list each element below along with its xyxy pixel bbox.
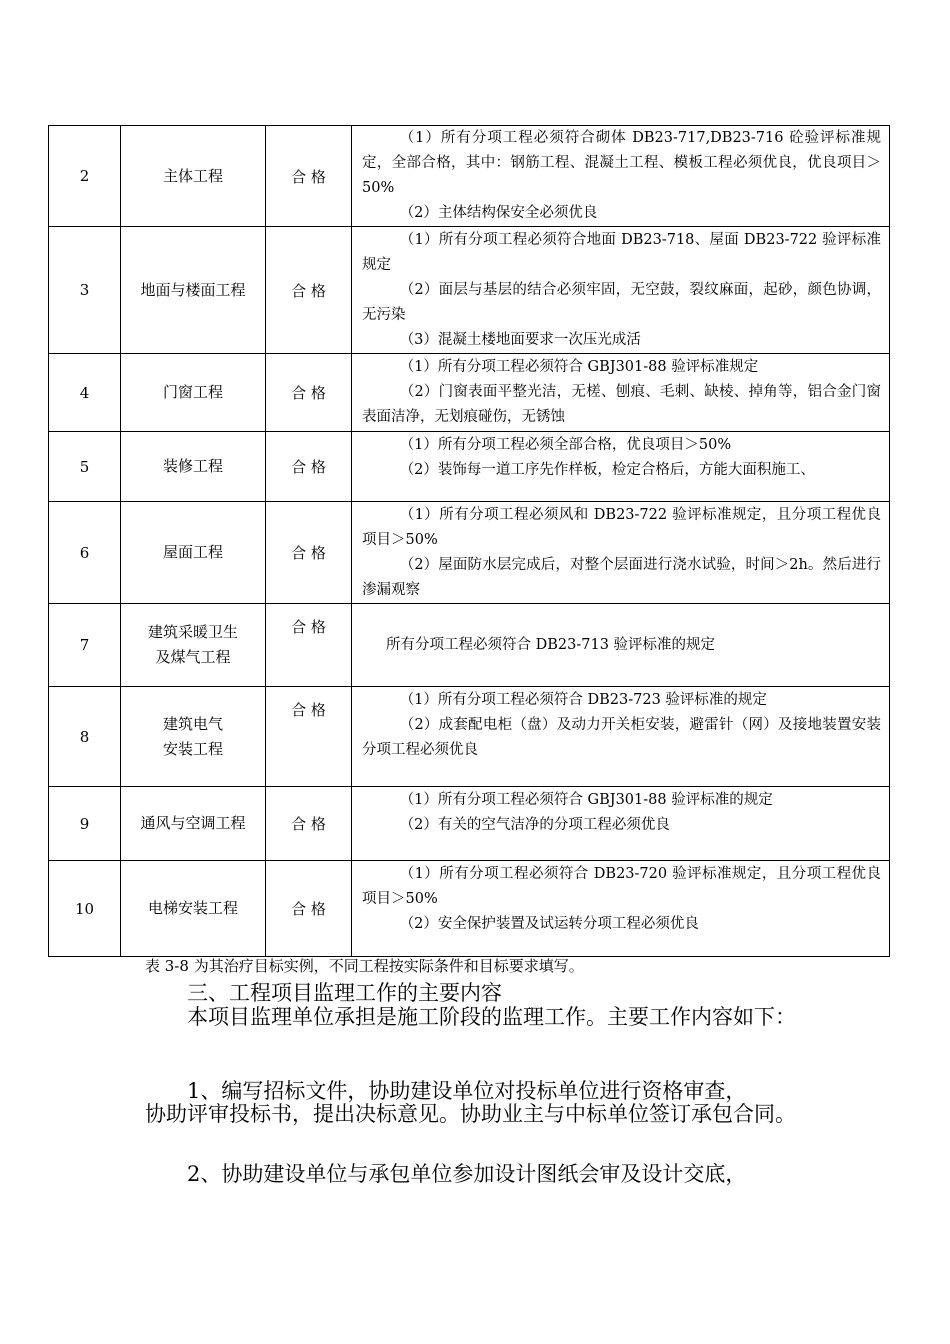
- quality-target-table: [48, 125, 890, 957]
- requirement-item: （1）所有分项工程必须符合 DB23-723 验评标准的规定: [399, 692, 767, 708]
- project-name: 电梯安装工程: [121, 861, 266, 957]
- requirements: [352, 227, 890, 354]
- grade: 合 格: [266, 227, 352, 354]
- row-number: 6: [49, 502, 121, 604]
- project-name: 地面与楼面工程: [121, 227, 266, 354]
- row-number: 8: [49, 687, 121, 787]
- project-name: 建筑电气安装工程: [121, 687, 266, 787]
- table-row: [49, 432, 890, 502]
- requirement-item: 所有分项工程必须符合 DB23-713 验评标准的规定: [386, 636, 716, 653]
- grade: 合 格: [266, 126, 352, 227]
- grade: 合 格: [266, 787, 352, 861]
- row-number: 2: [49, 126, 121, 227]
- paragraph-item-1-line-2: 协助评审投标书，提出决标意见。协助业主与中标单位签订承包合同。: [145, 1102, 796, 1126]
- grade: 合 格: [266, 354, 352, 432]
- table-row: [49, 126, 890, 227]
- project-name: 通风与空调工程: [121, 787, 266, 861]
- requirement-item: （1）所有分项工程必须风和 DB23-722 验评标准规定，且分项工程优良项目＞50%: [362, 506, 881, 548]
- table-row: [49, 604, 890, 687]
- section-heading: 三、工程项目监理工作的主要内容: [187, 981, 502, 1005]
- requirement-item: （1）所有分项工程必须符合 GBJ301-88 验评标准规定: [399, 359, 759, 375]
- requirement-item: （1）所有分项工程必须符合砌体 DB23-717,DB23-716 砼验评标准规定，全部合格，其中：钢筋工程、混凝土工程、模板工程必须优良，优良项目＞50%: [362, 130, 881, 196]
- project-name: 屋面工程: [121, 502, 266, 604]
- row-number: 7: [49, 604, 121, 687]
- row-number: 10: [49, 861, 121, 957]
- grade: 合 格: [266, 502, 352, 604]
- requirement-item: （3）混凝土楼地面要求一次压光成活: [399, 331, 641, 348]
- row-number: 9: [49, 787, 121, 861]
- project-name: 主体工程: [121, 126, 266, 227]
- row-number: 4: [49, 354, 121, 432]
- requirements: [352, 432, 890, 502]
- table-row: [49, 502, 890, 604]
- requirement-item: （2）屋面防水层完成后，对整个层面进行浇水试验，时间＞2h。然后进行渗漏观察: [362, 556, 881, 598]
- grade: 合 格: [266, 432, 352, 502]
- project-name: 门窗工程: [121, 354, 266, 432]
- table-row: [49, 227, 890, 354]
- grade: 合 格: [266, 604, 352, 687]
- grade: 合 格: [266, 687, 352, 787]
- requirements: [352, 861, 890, 957]
- requirements: [352, 354, 890, 432]
- row-number: 5: [49, 432, 121, 502]
- table-row: [49, 787, 890, 861]
- requirements: [352, 126, 890, 227]
- table-row: [49, 861, 890, 957]
- requirement-item: （1）所有分项工程必须符合地面 DB23-718、屋面 DB23-722 验评标准规定: [362, 231, 881, 273]
- requirement-item: （2）主体结构保安全必须优良: [399, 205, 598, 221]
- paragraph-item-2: 2、协助建设单位与承包单位参加设计图纸会审及设计交底，: [187, 1162, 747, 1186]
- requirements: [352, 604, 890, 687]
- paragraph-intro: 本项目监理单位承担是施工阶段的监理工作。主要工作内容如下：: [187, 1005, 796, 1029]
- project-name: 建筑采暖卫生及煤气工程: [121, 604, 266, 687]
- requirements: [352, 502, 890, 604]
- requirement-item: （2）装饰每一道工序先作样板，检定合格后，方能大面积施工、: [399, 462, 815, 478]
- requirement-item: （2）门窗表面平整光洁，无槎、刨痕、毛刺、缺棱、掉角等，铝合金门窗表面洁净，无划痕碰伤，无锈蚀: [362, 384, 881, 425]
- project-name: 装修工程: [121, 432, 266, 502]
- requirements: [352, 787, 890, 861]
- requirement-item: （2）面层与基层的结合必须牢固，无空鼓，裂纹麻面，起砂，颜色协调，无污染: [362, 281, 881, 323]
- requirements: [352, 687, 890, 787]
- requirement-item: （1）所有分项工程必须全部合格，优良项目＞50%: [399, 437, 732, 453]
- table-note: 表 3-8 为其治疗目标实例，不同工程按实际条件和目标要求填写。: [145, 957, 584, 975]
- table-row: [49, 354, 890, 432]
- paragraph-item-1-line-1: 1、编写招标文件，协助建设单位对投标单位进行资格审查，: [187, 1079, 747, 1103]
- requirement-item: （1）所有分项工程必须符合 GBJ301-88 验评标准的规定: [399, 792, 773, 808]
- requirement-item: （1）所有分项工程必须符合 DB23-720 验评标准规定，且分项工程优良项目＞50%: [362, 866, 881, 907]
- requirement-item: （2）成套配电柜（盘）及动力开关柜安装，避雷针（网）及接地装置安装分项工程必须优良: [362, 717, 881, 758]
- grade: 合 格: [266, 861, 352, 957]
- requirement-item: （2）有关的空气洁净的分项工程必须优良: [399, 817, 670, 833]
- requirement-item: （2）安全保护装置及试运转分项工程必须优良: [399, 916, 699, 932]
- table-row: [49, 687, 890, 787]
- row-number: 3: [49, 227, 121, 354]
